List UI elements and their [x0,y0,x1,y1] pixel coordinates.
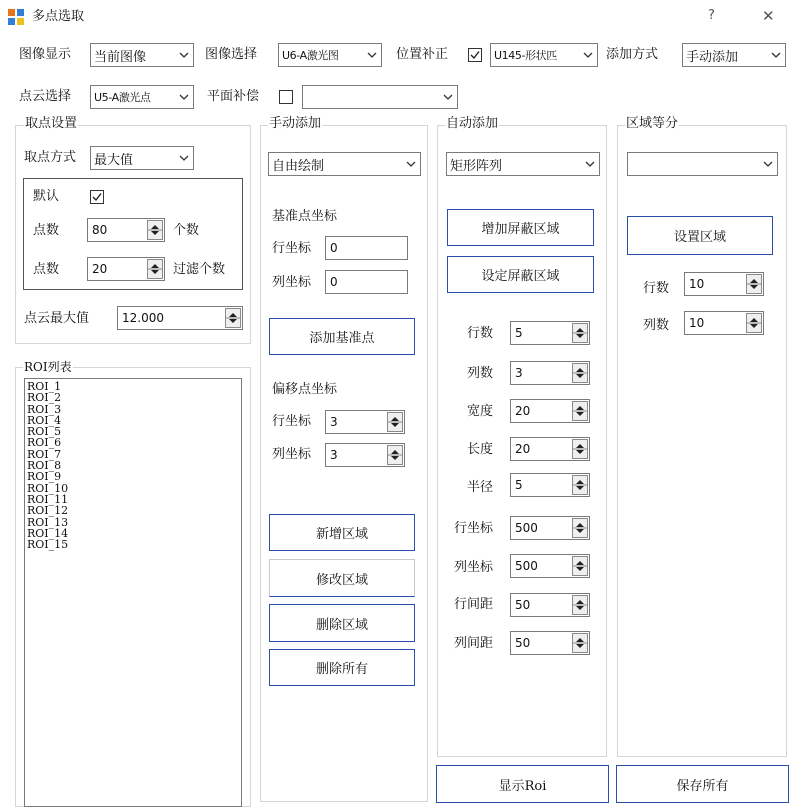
auto-row-coord-label: 行坐标 [454,521,494,536]
spin-buttons[interactable] [746,313,762,333]
add-mask-region-button[interactable]: 增加屏蔽区域 [447,209,594,246]
spin-arrows-icon [747,314,761,332]
auto-row-gap-spinner[interactable]: 50 [510,593,590,617]
list-item[interactable]: ROI_15 [27,538,69,552]
position-correction-select[interactable]: U145-形状匹 [490,43,598,67]
title-bar [0,0,798,34]
add-mode-label: 添加方式 [606,47,659,62]
add-mode-select[interactable]: 手动添加 [682,43,786,67]
offset-row-spinner[interactable]: 3 [325,410,405,434]
chevron-down-icon [442,91,454,103]
spin-arrows-icon [148,221,162,239]
auto-col-gap-spinner[interactable]: 50 [510,631,590,655]
close-button[interactable]: ✕ [762,7,775,25]
spin-buttons[interactable] [147,220,163,240]
list-item[interactable]: ROI_1 [27,380,62,393]
offset-col-label: 列坐标 [272,447,312,462]
position-correction-checkbox[interactable] [468,48,482,62]
auto-col-coord-label: 列坐标 [454,560,494,575]
auto-row-gap-label: 行间距 [454,597,494,612]
auto-width-label: 宽度 [467,404,494,419]
list-item[interactable]: ROI_5 [27,425,62,439]
image-select-label: 图像选择 [205,47,258,62]
help-button[interactable]: ? [708,8,715,23]
add-base-point-button[interactable]: 添加基准点 [269,318,415,355]
modify-region-button[interactable]: 修改区域 [269,559,415,597]
spin-arrows-icon [573,596,587,614]
take-point-mode-select[interactable]: 最大值 [90,146,194,170]
spin-arrows-icon [573,324,587,342]
list-item[interactable]: ROI_13 [27,515,69,529]
divide-rows-spinner[interactable]: 10 [684,272,764,296]
base-row-label: 行坐标 [272,241,312,256]
spin-arrows-icon [573,402,587,420]
auto-length-label: 长度 [467,442,494,457]
spin-buttons[interactable] [572,633,588,653]
divide-cols-label: 列数 [643,318,670,333]
spin-arrows-icon [747,275,761,293]
spin-arrows-icon [573,476,587,494]
take-point-group-title: 取点设置 [25,116,78,131]
spin-buttons[interactable] [572,595,588,615]
list-item[interactable]: ROI_14 [27,526,69,540]
manual-add-title: 手动添加 [269,116,322,131]
image-display-label: 图像显示 [19,47,72,62]
list-item[interactable]: ROI_8 [27,459,62,473]
divide-mode-select[interactable] [627,152,778,176]
spin-arrows-icon [226,309,240,327]
base-col-label: 列坐标 [272,275,312,290]
list-item[interactable]: ROI_3 [27,402,62,416]
image-display-select[interactable]: 当前图像 [90,43,194,67]
spin-buttons[interactable] [572,363,588,383]
delete-region-button[interactable]: 删除区域 [269,604,415,642]
auto-cols-spinner[interactable]: 3 [510,361,590,385]
app-icon [8,9,24,25]
divide-cols-spinner[interactable]: 10 [684,311,764,335]
spin-arrows-icon [388,413,402,431]
cloud-max-spinner[interactable]: 12.000 [117,306,243,330]
image-select-dropdown[interactable]: U6-A激光图 [278,43,382,67]
spin-buttons[interactable] [746,274,762,294]
point-count-unit: 个数 [173,223,200,238]
chevron-down-icon [405,158,417,170]
spin-buttons[interactable] [387,412,403,432]
spin-arrows-icon [573,364,587,382]
spin-buttons[interactable] [572,518,588,538]
spin-arrows-icon [573,519,587,537]
set-region-button[interactable]: 设置区域 [627,216,773,255]
position-correction-label: 位置补正 [396,47,449,62]
list-item[interactable]: ROI_6 [27,436,62,450]
spin-buttons[interactable] [387,445,403,465]
region-divide-title: 区域等分 [626,116,679,131]
list-item[interactable]: ROI_12 [27,504,69,518]
spin-buttons[interactable] [147,259,163,279]
base-row-input[interactable]: 0 [325,236,408,260]
chevron-down-icon [584,158,596,170]
list-item[interactable]: ROI_10 [27,481,69,495]
list-item[interactable]: ROI_9 [27,470,62,484]
chevron-down-icon [770,49,782,61]
divide-rows-label: 行数 [643,281,670,296]
plane-compensation-label: 平面补偿 [207,89,260,104]
spin-buttons[interactable] [572,439,588,459]
auto-col-gap-label: 列间距 [454,636,494,651]
auto-rows-spinner[interactable]: 5 [510,321,590,345]
auto-row-coord-spinner[interactable]: 500 [510,516,590,540]
spin-arrows-icon [573,440,587,458]
chevron-down-icon [762,158,774,170]
check-icon [91,191,103,203]
auto-add-title: 自动添加 [446,116,499,131]
chevron-down-icon [582,49,594,61]
list-item[interactable]: ROI_11 [27,492,69,506]
auto-radius-spinner[interactable]: 5 [510,473,590,497]
list-item[interactable]: ROI_4 [27,413,62,427]
spin-buttons[interactable] [572,323,588,343]
default-label: 默认 [33,189,60,204]
spin-buttons[interactable] [572,401,588,421]
auto-mode-select[interactable]: 矩形阵列 [446,152,600,176]
list-item[interactable]: ROI_2 [27,391,62,405]
auto-rows-label: 行数 [467,326,494,341]
auto-radius-label: 半径 [467,480,494,495]
spin-arrows-icon [388,446,402,464]
new-region-button[interactable]: 新增区域 [269,514,415,551]
window-title: 多点选取 [32,9,85,24]
point-count-label: 点数 [33,223,60,238]
spin-buttons[interactable] [225,308,241,328]
show-roi-button[interactable]: 显示Roi [436,765,609,803]
list-item[interactable]: ROI_7 [27,447,62,461]
delete-all-button[interactable]: 删除所有 [269,649,415,686]
auto-col-coord-spinner[interactable]: 500 [510,554,590,578]
plane-compensation-checkbox[interactable] [279,90,293,104]
auto-length-spinner[interactable]: 20 [510,437,590,461]
roi-list-title: ROI列表 [24,360,72,374]
cloud-max-label: 点云最大值 [24,311,90,326]
plane-compensation-select[interactable] [302,85,458,109]
auto-cols-label: 列数 [467,366,494,381]
chevron-down-icon [178,49,190,61]
filter-count-unit: 过滤个数 [173,262,226,277]
spin-buttons[interactable] [572,475,588,495]
save-all-button[interactable]: 保存所有 [616,765,789,803]
filter-count-label: 点数 [33,262,60,277]
roi-list[interactable] [24,378,242,807]
check-icon [469,49,481,61]
default-checkbox[interactable] [90,190,104,204]
take-point-mode-label: 取点方式 [24,150,77,165]
base-point-title: 基准点坐标 [272,209,338,224]
spin-arrows-icon [148,260,162,278]
offset-col-spinner[interactable]: 3 [325,443,405,467]
base-col-input[interactable]: 0 [325,270,408,294]
point-count-spinner[interactable]: 80 [87,218,165,242]
offset-row-label: 行坐标 [272,414,312,429]
auto-width-spinner[interactable]: 20 [510,399,590,423]
spin-arrows-icon [573,557,587,575]
point-cloud-select[interactable]: U5-A激光点 [90,85,194,109]
manual-mode-select[interactable]: 自由绘制 [268,152,421,176]
chevron-down-icon [178,91,190,103]
spin-buttons[interactable] [572,556,588,576]
point-cloud-select-label: 点云选择 [19,89,72,104]
chevron-down-icon [366,49,378,61]
chevron-down-icon [178,152,190,164]
set-mask-region-button[interactable]: 设定屏蔽区域 [447,256,594,293]
spin-arrows-icon [573,634,587,652]
offset-point-title: 偏移点坐标 [272,382,338,397]
filter-count-spinner[interactable]: 20 [87,257,165,281]
